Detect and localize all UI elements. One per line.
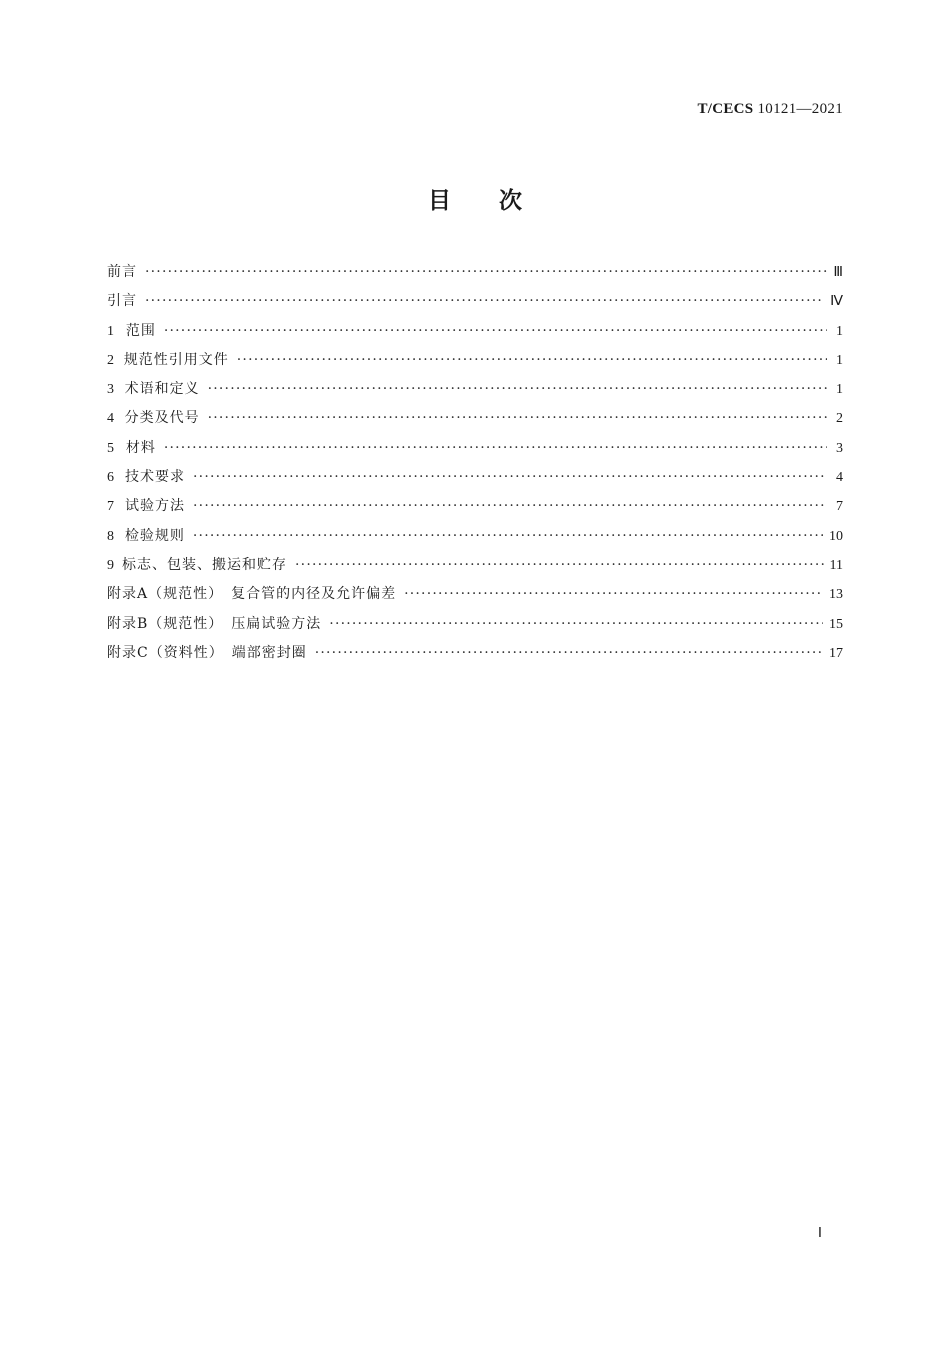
toc-entry-3[interactable] bbox=[107, 375, 843, 404]
toc-leader-dots bbox=[295, 551, 824, 580]
toc-entry-title: 术语和定义 bbox=[124, 381, 200, 398]
toc-entry-title: 范围 bbox=[125, 322, 156, 339]
toc-leader-dots bbox=[164, 317, 827, 346]
toc-entry-9[interactable] bbox=[107, 551, 843, 580]
toc-entry-5[interactable] bbox=[107, 434, 843, 463]
page-title: 目次 bbox=[428, 188, 570, 214]
toc-entry-2[interactable] bbox=[107, 346, 843, 375]
toc-entry-number: 1 bbox=[107, 323, 114, 339]
toc-entry-title: 试验方法 bbox=[125, 498, 186, 515]
toc-entry-number: 6 bbox=[107, 470, 114, 486]
toc-entry-page: 7 bbox=[836, 499, 843, 515]
toc-entry-appendix-a[interactable] bbox=[107, 580, 843, 609]
toc-entry-number: 9 bbox=[107, 557, 114, 573]
toc-entry-number: 8 bbox=[107, 528, 114, 544]
toc-entry-title: 前言 bbox=[107, 264, 137, 280]
toc-leader-dots bbox=[237, 346, 827, 375]
toc-entry-4[interactable] bbox=[107, 404, 843, 433]
toc-entry-foreword[interactable] bbox=[107, 258, 843, 287]
toc-leader-dots bbox=[193, 463, 827, 492]
toc-leader-dots bbox=[145, 287, 824, 316]
toc-entry-page: 11 bbox=[829, 557, 843, 573]
toc-entry-introduction[interactable] bbox=[107, 287, 843, 316]
toc-entry-title: 检验规则 bbox=[124, 527, 185, 544]
standard-prefix: T/CECS bbox=[697, 101, 754, 117]
toc-entry-7[interactable] bbox=[107, 492, 843, 521]
toc-entry-page: 15 bbox=[829, 616, 843, 632]
toc-leader-dots bbox=[193, 492, 827, 521]
toc-entry-title: 附录B（规范性） 压扁试验方法 bbox=[107, 615, 322, 632]
toc-entry-title: 分类及代号 bbox=[124, 410, 200, 427]
toc-leader-dots bbox=[315, 639, 823, 668]
toc-entry-number: 4 bbox=[107, 411, 114, 427]
toc-entry-page: 10 bbox=[829, 528, 843, 544]
standard-code bbox=[697, 101, 843, 118]
toc-entry-page: 4 bbox=[836, 470, 843, 486]
toc-entry-page: 3 bbox=[836, 440, 843, 456]
toc-entry-title: 附录C（资料性） 端部密封圈 bbox=[107, 644, 307, 661]
toc-entry-number: 2 bbox=[107, 352, 114, 368]
page-number: Ⅰ bbox=[817, 1226, 822, 1241]
toc-entry-title: 标志、包装、搬运和贮存 bbox=[122, 556, 288, 573]
toc-entry-6[interactable] bbox=[107, 463, 843, 492]
toc-leader-dots bbox=[208, 375, 827, 404]
toc-entry-page: Ⅳ bbox=[830, 294, 843, 310]
toc-entry-1[interactable] bbox=[107, 317, 843, 346]
toc-leader-dots bbox=[164, 434, 827, 463]
toc-entry-title: 附录A（规范性） 复合管的内径及允许偏差 bbox=[107, 586, 397, 603]
toc-entry-page: 2 bbox=[836, 411, 843, 427]
toc-entry-number: 3 bbox=[107, 382, 114, 398]
toc-entry-page: 1 bbox=[836, 382, 843, 398]
table-of-contents bbox=[107, 258, 843, 668]
toc-entry-number: 5 bbox=[107, 440, 114, 456]
toc-entry-page: 13 bbox=[829, 587, 843, 603]
toc-entry-appendix-c[interactable] bbox=[107, 639, 843, 668]
standard-number: 10121—2021 bbox=[757, 101, 843, 117]
toc-leader-dots bbox=[208, 404, 827, 433]
toc-entry-number: 7 bbox=[107, 499, 114, 515]
toc-leader-dots bbox=[145, 258, 827, 287]
toc-entry-8[interactable] bbox=[107, 522, 843, 551]
toc-entry-page: Ⅲ bbox=[833, 265, 843, 280]
toc-leader-dots bbox=[404, 580, 823, 609]
toc-entry-title: 材料 bbox=[125, 439, 156, 456]
toc-leader-dots bbox=[193, 522, 823, 551]
toc-entry-title: 技术要求 bbox=[125, 469, 186, 486]
toc-entry-page: 1 bbox=[836, 352, 843, 368]
toc-entry-title: 规范性引用文件 bbox=[123, 351, 229, 368]
toc-entry-page: 1 bbox=[836, 323, 843, 339]
toc-entry-title: 引言 bbox=[107, 293, 137, 310]
toc-leader-dots bbox=[329, 610, 823, 639]
toc-entry-appendix-b[interactable] bbox=[107, 610, 843, 639]
toc-entry-page: 17 bbox=[829, 645, 843, 661]
